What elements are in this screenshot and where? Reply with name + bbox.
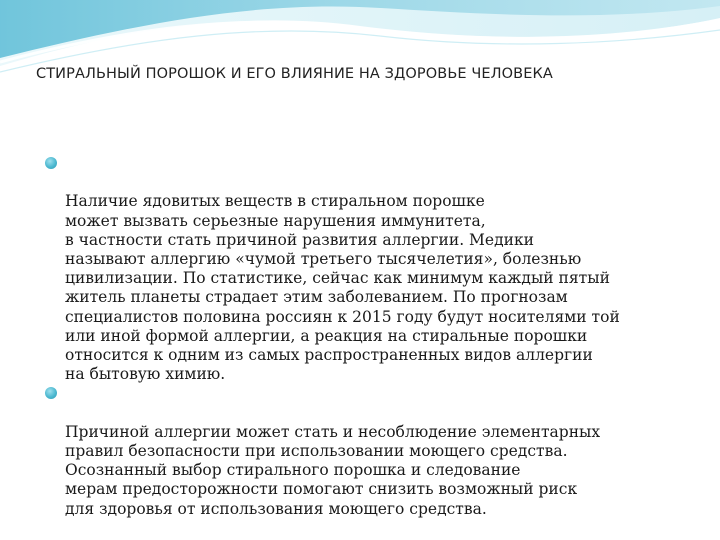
bullet-text: Причиной аллергии может стать и несоблюдение элементарных правил безопасности при использовании моющего средства. Осознанный выбор стирального порошка и следование мерам предосторожности помогают снизить возможный риск для здоровья от использования моющего средства.: [65, 422, 601, 518]
bullet-icon: [45, 387, 57, 399]
bullet-icon: [45, 157, 57, 169]
bullet-item: [44, 384, 684, 518]
bullet-list: [44, 154, 684, 519]
bullet-item: [44, 154, 684, 384]
decorative-wave-header: [0, 0, 720, 110]
bullet-text: Наличие ядовитых веществ в стиральном порошке может вызвать серьезные нарушения иммунитета, в частности стать причиной развития аллергии. Медики называют аллергию «чумой третьего тысячелетия», болезнью цивилизации. По статистике, сейчас как минимум каждый пятый житель планеты страдает этим заболеванием. По прогнозам специалистов половина россиян к 2015 году будут носителями той или иной формой аллергии, а реакция на стиральные порошки относится к одним из самых распространенных видов аллергии на бытовую химию.: [65, 192, 620, 384]
slide-title: СТИРАЛЬНЫЙ ПОРОШОК И ЕГО ВЛИЯНИЕ НА ЗДОРОВЬЕ ЧЕЛОВЕКА: [36, 66, 553, 82]
